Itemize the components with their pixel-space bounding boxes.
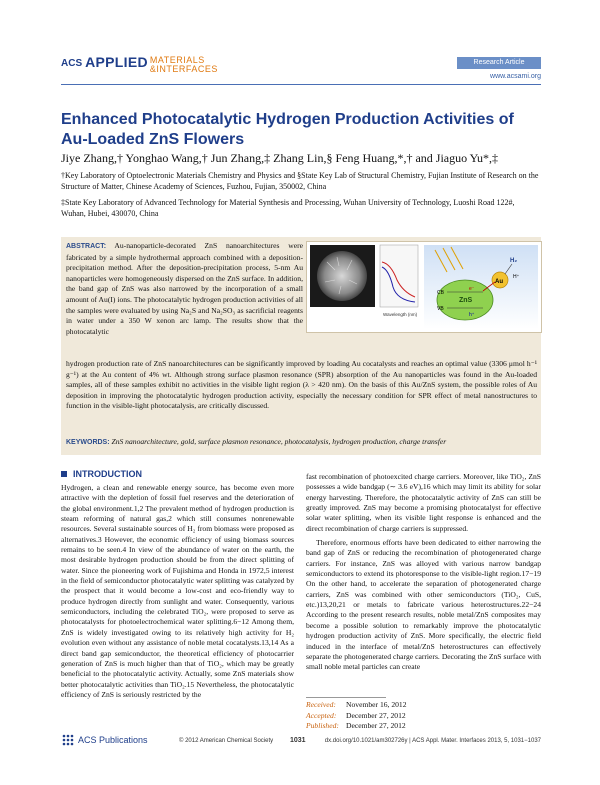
page-number: 1031	[290, 737, 306, 744]
cb-label: CB	[437, 290, 444, 296]
received-label: Received:	[306, 700, 336, 709]
copyright: © 2012 American Chemical Society	[179, 738, 274, 744]
electron-label: e⁻	[469, 286, 475, 292]
intro-paragraph-1: Hydrogen, a clean and renewable energy source, has become even more attractive with the depletion of fossil fuel reserves and the deterioration of the global environment.1,2 The prevalent method of hydrogen production is steam reforming of natural gas,2 which still consumes nonrenewable resources. Several sustainable sources of H₂ from biomass were proposed as alternatives.3 However, the economic efficiency of using biomass sources remains to be seen.4 In view of the abundance of water on the earth, the most desirable hydrogen production should be from the direct splitting of water. Since the pioneering work of Fujishima and Honda in 1972,5 interest in the field of semiconductor photocatalytic water splitting was catalyzed by the prospect that it would become a low-cost and eco-friendly way to produce hydrogen directly from sunlight and water. Consequently, various semiconductors, including the celebrated TiO₂, were proposed to serve as photocatalysts for photoelectrochemical water splitting.6−12 Among them, ZnS is widely investigated owing to its relatively high activity for H₂ evolution even without any assistance of noble metal cocatalysts.13,14 As a direct band gap semiconductor, the theoretical efficiency of photocarrier generation of ZnS is much higher than that of TiO₂, which may be greatly beneficial to the photocatalytic activity. Actually, some ZnS materials show better photocatalytic activities than TiO₂.15 Nevertheless, the photocatalytic efficiency of ZnS is seriously restricted by the	[61, 483, 294, 699]
logo-acs: ACS	[61, 58, 83, 69]
section-bullet-icon	[61, 471, 67, 477]
zns-label: ZnS	[459, 297, 473, 304]
logo-interfaces: &INTERFACES	[149, 64, 218, 74]
intro-right-column	[306, 472, 541, 673]
journal-website-link[interactable]: www.acsami.org	[490, 73, 541, 80]
spectrum-xlabel: Wavelength (nm)	[383, 312, 418, 317]
keywords-label: KEYWORDS:	[66, 439, 110, 446]
abstract-text-narrow: Au-nanoparticle-decorated ZnS nanoarchitectures were fabricated by a simple hydrothermal approach combined with a deposition-precipitation method. After the deposition-precipitation process, 5-nm Au nanoparticles were homogeneously dispersed on the ZnS surface. In addition, the band gap of ZnS was also narrowed by the incorporation of a small amount of Au(I) ions. The photocatalytic hydrogen production activities of all the samples were evaluated by using Na₂S and Na₂SO₃ as sacrificial reagents in water under a 350 W xenon arc lamp. The results show that the photocatalytic	[66, 241, 303, 336]
article-history	[306, 700, 407, 732]
abstract-label: ABSTRACT:	[66, 243, 107, 250]
vb-label: VB	[437, 306, 444, 312]
keywords	[66, 437, 537, 448]
hole-label: h⁺	[469, 312, 475, 318]
acs-publications-logo	[61, 733, 148, 747]
affiliation-1: †Key Laboratory of Optoelectronic Materials Chemistry and Physics and §State Key Lab of Structural Chemistry, Fujian Institute of Research on the Structure of Matter, Chinese Academy of Sciences, Fuzhou, Fujian, 350002, China	[61, 171, 539, 191]
published-date: December 27, 2012	[346, 721, 406, 730]
logo-applied: APPLIED	[85, 54, 148, 70]
introduction-heading-text: INTRODUCTION	[73, 469, 142, 479]
abstract-narrow	[66, 241, 303, 337]
absorption-spectrum	[380, 245, 418, 307]
publisher-name: ACS Publications	[78, 735, 148, 745]
paper-title: Enhanced Photocatalytic Hydrogen Production Activities of Au-Loaded ZnS Flowers	[61, 111, 514, 148]
history-rule	[306, 697, 386, 698]
keywords-text: ZnS nanoarchitecture, gold, surface plasmon resonance, photocatalysis, hydrogen production, charge transfer	[111, 437, 447, 446]
abstract-wide: hydrogen production rate of ZnS nanoarchitectures can be significantly improved by loading Au cocatalysts and reaches an optimal value (3306 μmol h⁻¹ g⁻¹) at the Au content of 4% wt. Although strong surface plasmon resonance (SPR) absorption of the Au nanoparticles was found in the Au-loaded samples, all of these samples exhibit no activities in the visible light region (λ > 420 nm). On the basis of this Au/ZnS system, the possible roles of Au deposition in improving the photocatalytic hydrogen production activity, especially the necessary condition for SPR effect of metal nanostructures to function in the visible-light photocatalysis, are critically discussed.	[66, 359, 537, 411]
journal-logo	[61, 56, 218, 76]
hplus-label: H⁺	[513, 274, 520, 280]
page-footer	[61, 733, 541, 749]
accepted-date: December 27, 2012	[346, 710, 406, 720]
doi-citation[interactable]: dx.doi.org/10.1021/am302726y | ACS Appl. Mater. Interfaces 2013, 5, 1031−1037	[324, 738, 541, 744]
toc-graphic-svg	[307, 242, 541, 332]
affiliation-2: ‡State Key Laboratory of Advanced Technology for Material Synthesis and Processing, Wuhan University of Technology, Luoshi Road 122#, Wuhan, Hubei, 430070, China	[61, 198, 515, 218]
logo-materials: MATERIALS	[149, 55, 205, 65]
au-label: Au	[495, 279, 503, 285]
intro-left-column	[61, 483, 294, 700]
header-rule	[61, 84, 541, 85]
received-date: November 16, 2012	[346, 700, 407, 709]
author-list: Jiye Zhang,† Yonghao Wang,† Jun Zhang,‡ Zhang Lin,§ Feng Huang,*,† and Jiaguo Yu*,‡	[61, 151, 498, 165]
h2-label: H₂	[510, 258, 517, 264]
zns-flower-sphere	[317, 251, 367, 301]
accepted-label: Accepted:	[306, 710, 337, 720]
intro-paragraph-3: Therefore, enormous efforts have been dedicated to either narrowing the band gap of ZnS or reducing the recombination of photogenerated charge carriers. For instance, ZnS was alloyed with various narrow bandgap semiconductors to extend its photoresponse to the visible-light region.17−19 On the other hand, to accelerate the separation of photogenerated charge carriers, ZnS was combined with other semiconductors (TiO₂, CuS, etc.)13,20,21 or metals to fabricate various heterostructures.22−24 According to the present research results, noble metal/ZnS composites may become a possible solution to remarkably improve the photocatalytic hydrogen production activity of ZnS. More specifically, the electric field induced in the interface of metal/ZnS heterostructures can effectively separate the photogenerated charge carriers. Decorating the ZnS surface with small noble metal particles can create	[306, 538, 541, 672]
section-heading-introduction	[61, 469, 142, 479]
toc-graphic	[306, 241, 542, 333]
intro-paragraph-2: fast recombination of photoexcited charge carriers. Moreover, like TiO₂, ZnS possesses a wide bandgap (∼ 3.6 eV),16 which may limit its ability for solar energy harvesting. Therefore, the photocatalytic activity of ZnS can still be greatly improved. ZnS may become a promising photocatalyst for effective solar water splitting, when its visible light response is enhanced and the direct recombination of charge carriers is suppressed.	[306, 472, 541, 533]
article-type-badge: Research Article	[457, 57, 541, 69]
acs-publications-icon	[61, 733, 75, 747]
published-label: Published:	[306, 721, 339, 730]
